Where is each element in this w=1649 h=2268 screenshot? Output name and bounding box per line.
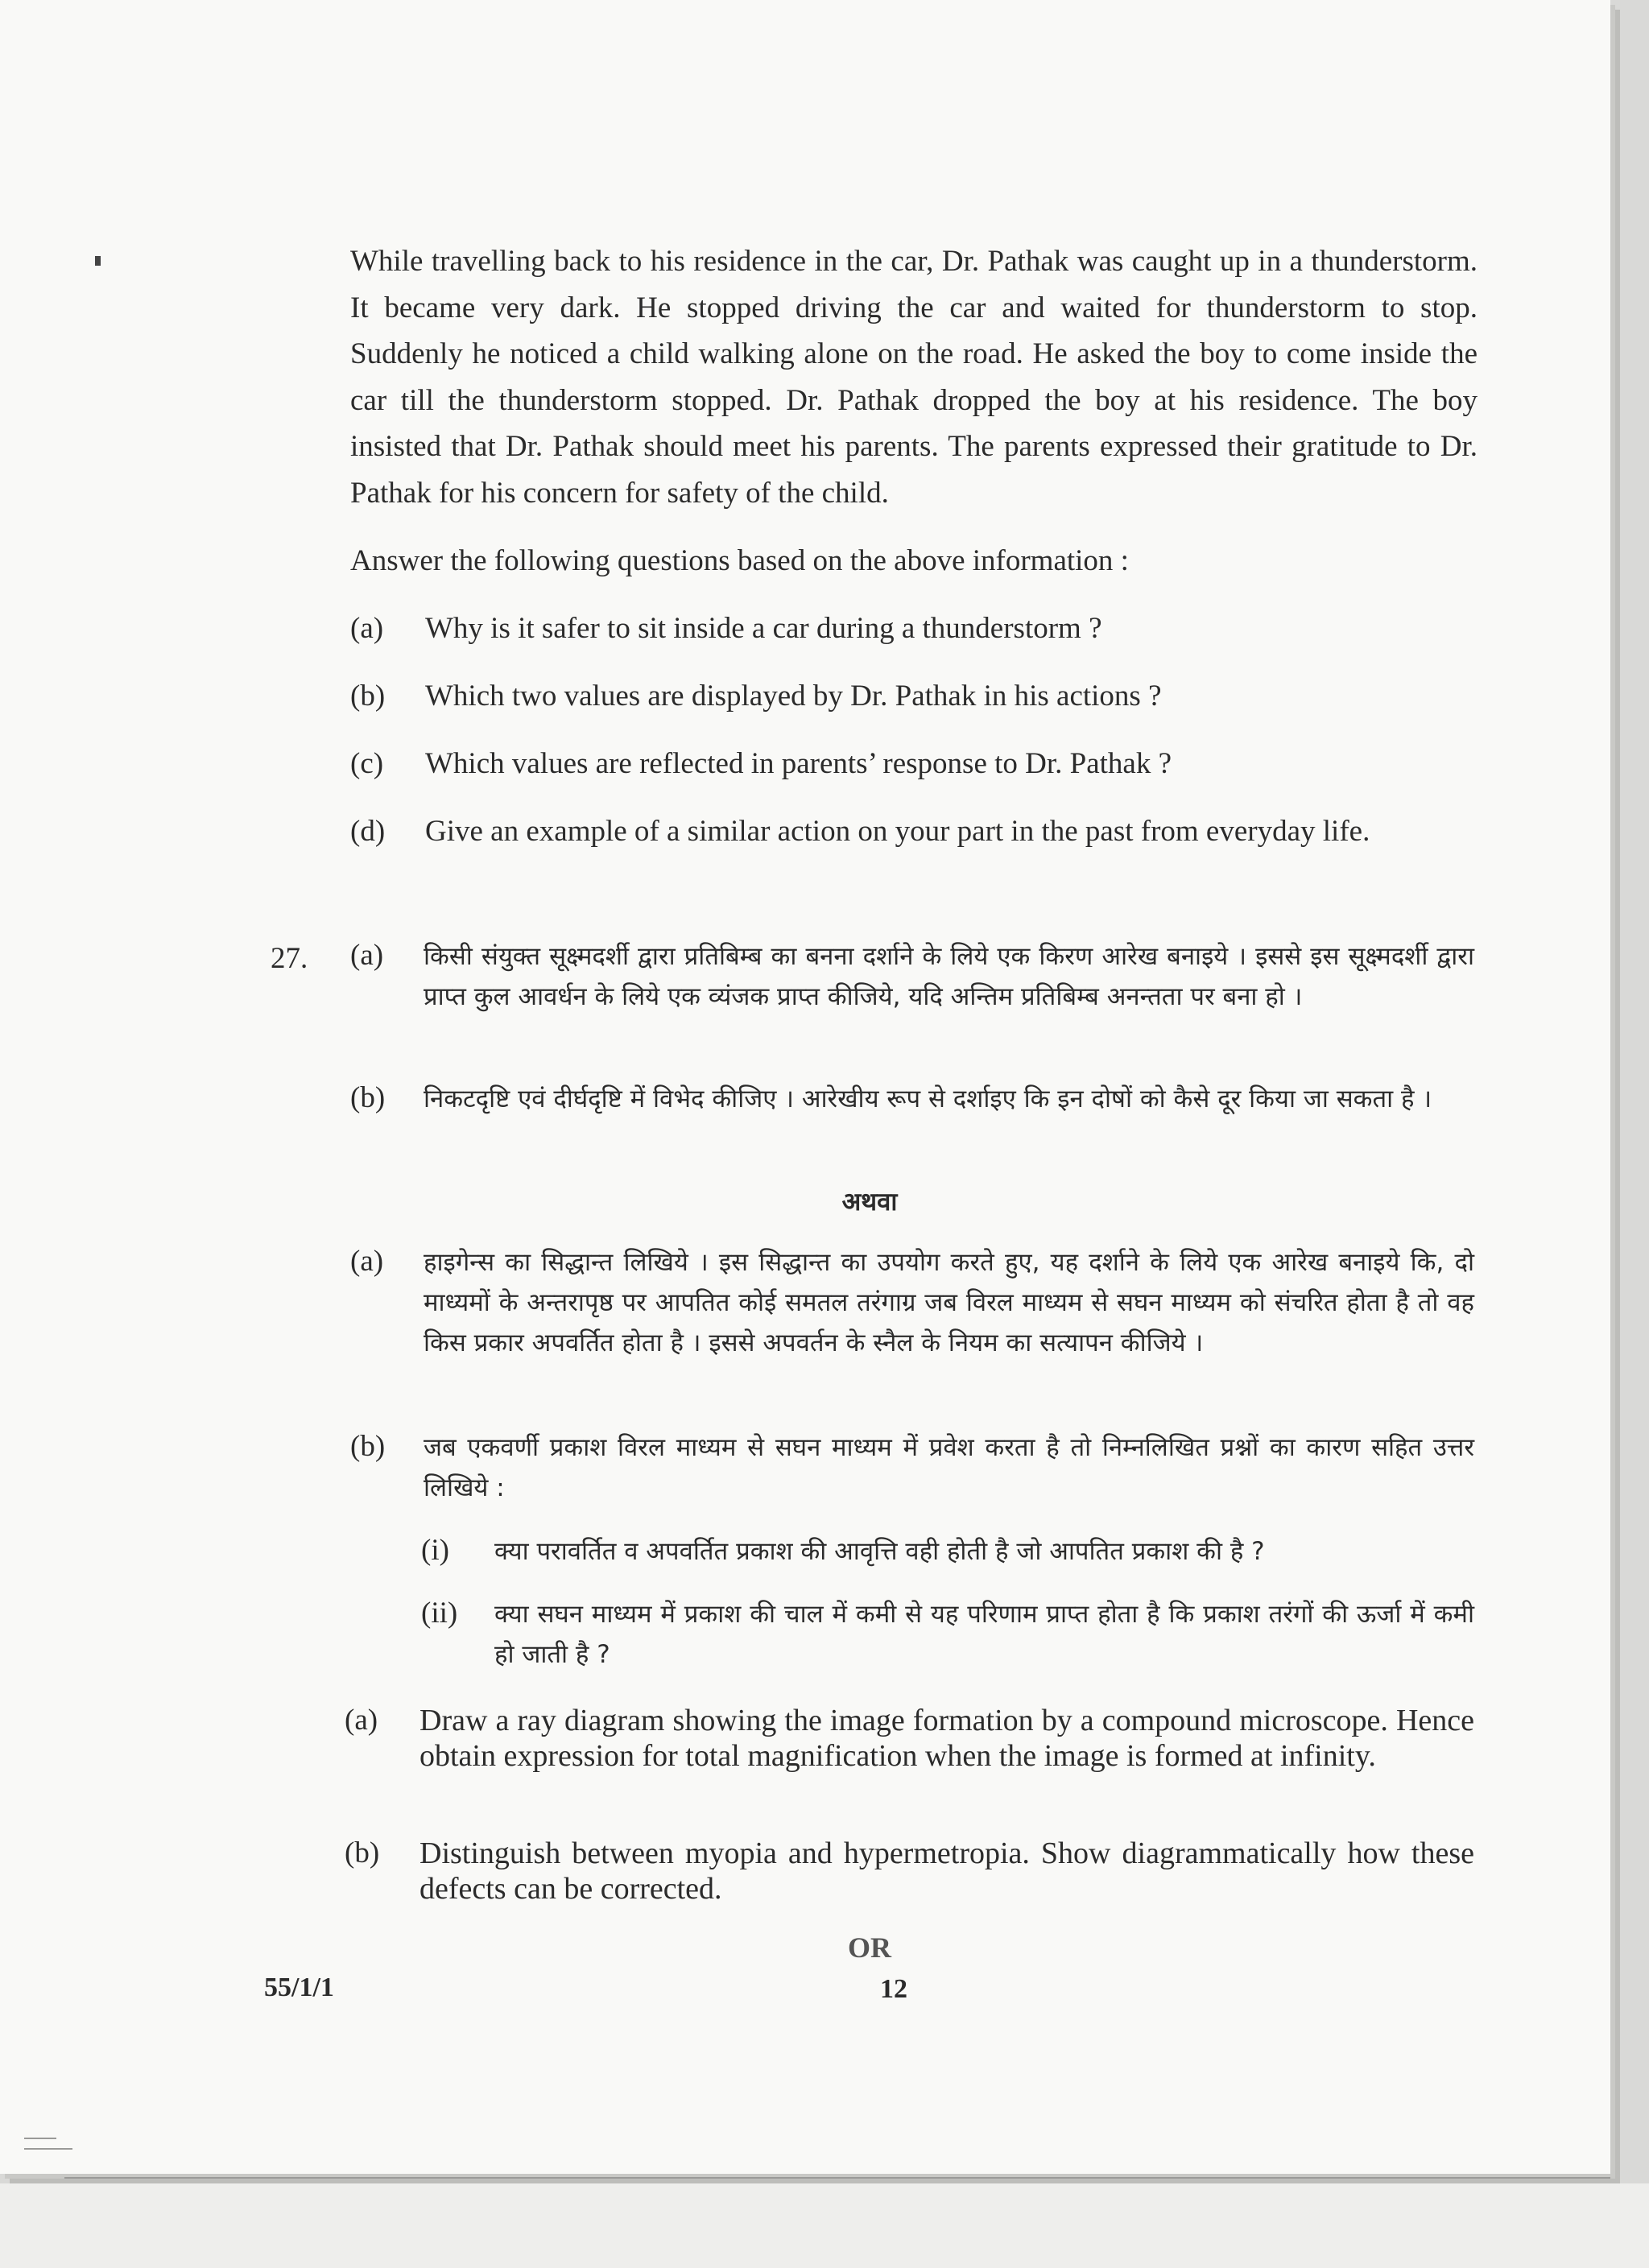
hindi-question-a: किसी संयुक्त सूक्ष्मदर्शी द्वारा प्रतिबिम्ब का बनना दर्शाने के लिये एक किरण आरेख बनाइये । इससे इस सूक्ष्मदर्शी द्वारा प्राप्त कुल आवर्धन के लिये एक व्यंजक प्राप्त कीजिये, यदि अन्तिम प्रतिबिम्ब अनन्तता पर बना हो । <box>424 942 1474 1011</box>
part-label: (c) <box>350 747 384 780</box>
part-text: Which two values are displayed by Dr. Pathak in his actions ? <box>425 680 1162 713</box>
hindi-or-question-a: हाइगेन्स का सिद्धान्त लिखिये । इस सिद्धान्त का उपयोग करते हुए, यह दर्शाने के लिये एक आरेख बनाइये कि, दो माध्यमों के अन्तरापृष्ठ पर आपतित कोई समतल तरंगाग्र जब विरल माध्यम से सघन माध्यम को संचरित होता है तो वह किस प्रकार अपवर्तित होता है । इससे अपवर्तन के स्नैल के नियम का सत्यापन कीजिये । <box>424 1248 1474 1357</box>
part-label: (a) <box>350 939 384 972</box>
page-edge-line <box>24 2138 56 2139</box>
english-question-a: Draw a ray diagram showing the image formation by a compound microscope. Hence obtain expression for total magnification when the image is formed at infinity. <box>419 1704 1474 1773</box>
part-label: (a) <box>350 612 384 645</box>
part-label: (b) <box>350 1081 386 1114</box>
part-label: (b) <box>345 1836 380 1869</box>
part-text: Give an example of a similar action on your part in the past from everyday life. <box>425 815 1370 848</box>
hindi-subquestion-i: क्या परावर्तित व अपवर्तित प्रकाश की आवृत्ति वही होती है जो आपतित प्रकाश की है ? <box>494 1537 1265 1566</box>
page-number: 12 <box>880 1974 907 2004</box>
hindi-or-question-b: जब एकवर्णी प्रकाश विरल माध्यम से सघन माध्यम में प्रवेश करता है तो निम्नलिखित प्रश्नों का कारण सहित उत्तर लिखिये : <box>424 1433 1474 1502</box>
hindi-or: अथवा <box>841 1188 898 1217</box>
instruction: Answer the following questions based on the above information : <box>350 544 1129 577</box>
passage: While travelling back to his residence in the car, Dr. Pathak was caught up in a thunderstorm. It became very dark. He stopped driving the car and waited for thunderstorm to stop. Suddenly he noticed a child walking alone on the road. He asked the boy to come inside the car till the thunderstorm stopped. Dr. Pathak dropped the boy at his residence. The boy insisted that Dr. Pathak should meet his parents. The parents expressed their gratitude to Dr. Pathak for his concern for safety of the child. <box>350 245 1477 510</box>
question-number: 27. <box>271 942 308 975</box>
subpart-label: (i) <box>421 1534 449 1567</box>
page-edge-line <box>64 2177 1610 2179</box>
part-label: (b) <box>350 1430 386 1463</box>
page-edge-line <box>24 2148 72 2150</box>
margin-mark <box>95 256 101 266</box>
part-label: (b) <box>350 680 386 713</box>
part-label: (d) <box>350 815 386 848</box>
part-text: Which values are reflected in parents’ response to Dr. Pathak ? <box>425 747 1172 780</box>
hindi-question-b: निकटदृष्टि एवं दीर्घदृष्टि में विभेद कीजिए । आरेखीय रूप से दर्शाइए कि इन दोषों को कैसे दूर किया जा सकता है । <box>424 1084 1432 1113</box>
part-text: Why is it safer to sit inside a car during a thunderstorm ? <box>425 612 1102 645</box>
paper-code: 55/1/1 <box>264 1973 334 2002</box>
scan-background <box>0 2183 1649 2268</box>
subpart-label: (ii) <box>421 1597 458 1630</box>
english-or: OR <box>848 1931 891 1964</box>
part-label: (a) <box>345 1704 378 1737</box>
hindi-subquestion-ii: क्या सघन माध्यम में प्रकाश की चाल में कमी से यह परिणाम प्राप्त होता है कि प्रकाश तरंगों की ऊर्जा में कमी हो जाती है ? <box>494 1600 1474 1669</box>
english-question-b: Distinguish between myopia and hypermetropia. Show diagrammatically how these defects can be corrected. <box>419 1836 1474 1906</box>
part-label: (a) <box>350 1245 384 1278</box>
